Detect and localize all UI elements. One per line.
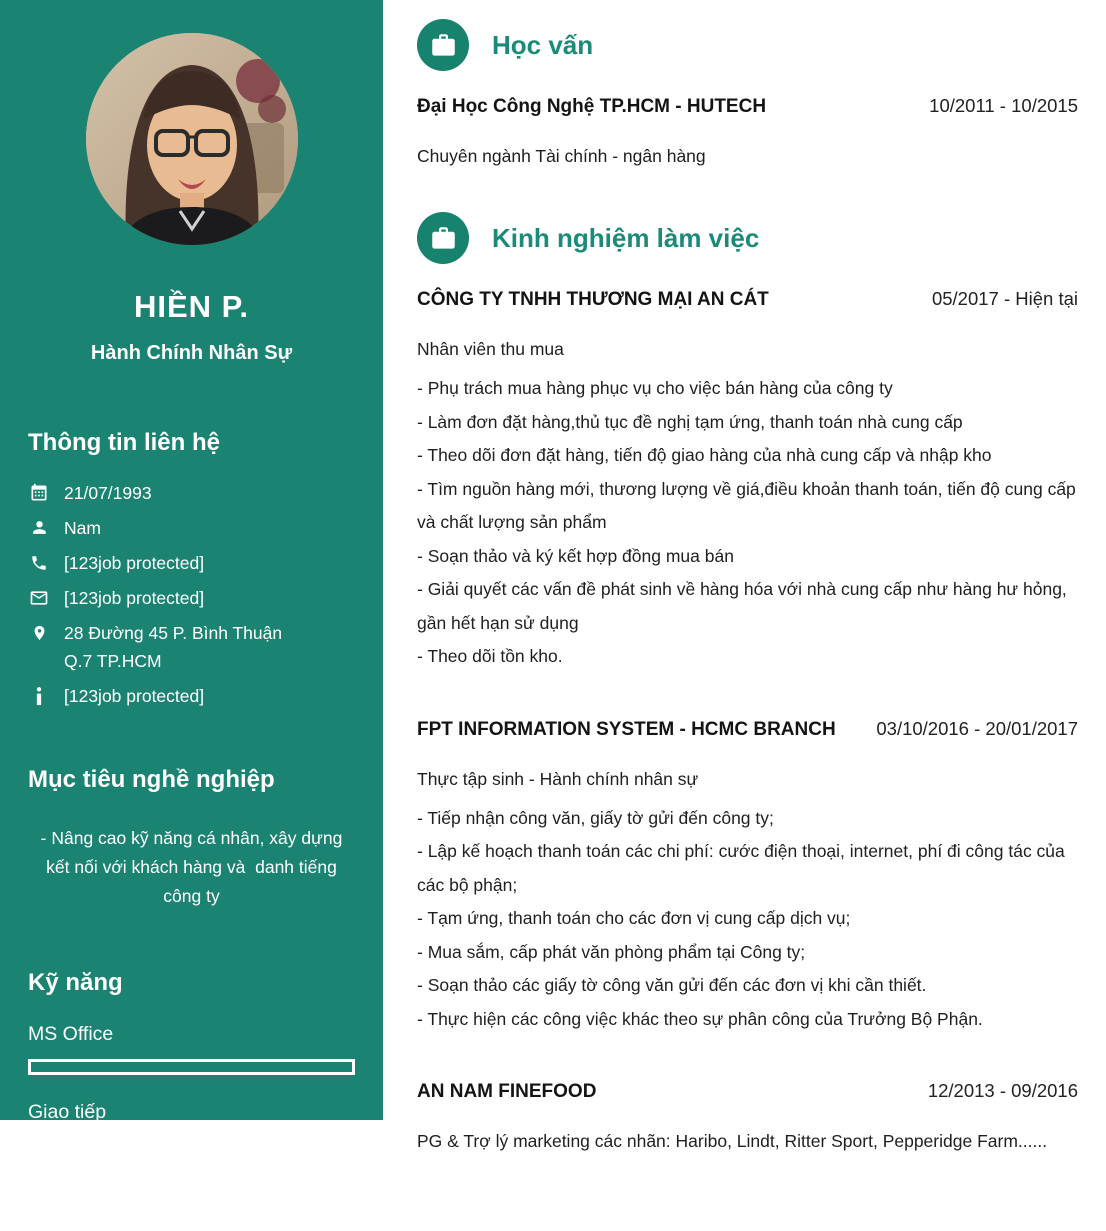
skill-label: MS Office (28, 1022, 114, 1045)
objective-heading: Mục tiêu nghề nghiệp (28, 765, 275, 793)
briefcase-icon (417, 212, 469, 264)
contact-section (0, 429, 383, 710)
location-icon (28, 619, 50, 647)
skills-section (0, 969, 383, 1231)
job-bullets (417, 802, 1078, 1037)
skill-level-bar (28, 1215, 355, 1231)
phone-value: [123job protected] (64, 552, 205, 573)
job-bullet: - Soạn thảo các giấy tờ công văn gửi đến các đơn vị khi cần thiết. (417, 975, 927, 995)
briefcase-icon (417, 19, 469, 71)
job-title: Thực tập sinh - Hành chính nhân sự (417, 768, 699, 789)
education-entry-header (417, 95, 1078, 118)
experience-entry-header (417, 718, 1078, 741)
experience-heading: Kinh nghiệm làm việc (492, 222, 760, 253)
gender-value: Nam (64, 517, 101, 538)
job-bullet: - Thực hiện các công việc khác theo sự phân công của Trưởng Bộ Phận. (417, 1008, 983, 1029)
person-icon (28, 514, 50, 542)
job-bullet: - Tìm nguồn hàng mới, thương lượng về giá,điều khoản thanh toán, tiến độ cung cấp và chất lượng sản phẩm (417, 478, 1076, 532)
other-value: [123job protected] (64, 685, 205, 706)
company-name: CÔNG TY TNHH THƯƠNG MẠI AN CÁT (417, 289, 769, 310)
objective-section (0, 766, 383, 912)
job-bullet: - Tiếp nhận công văn, giấy tờ gửi đến công ty; (417, 807, 774, 828)
job-bullet: - Theo dõi tồn kho. (417, 646, 563, 666)
sidebar (0, 0, 383, 1201)
contact-row-birthday (28, 479, 355, 507)
candidate-title: Hành Chính Nhân Sự (90, 342, 293, 364)
experience-entry (417, 1080, 1078, 1155)
experience-section (417, 212, 1078, 1155)
cv-main-column (383, 0, 1106, 1151)
email-value: [123job protected] (64, 587, 205, 608)
experience-entry-header (417, 288, 1078, 311)
avatar (86, 33, 298, 245)
skills-heading: Kỹ năng (28, 969, 123, 997)
education-dates: 10/2011 - 10/2015 (929, 95, 1078, 116)
skill-item (28, 1023, 355, 1075)
info-icon (28, 682, 50, 710)
job-bullet: - Tạm ứng, thanh toán cho các đơn vị cung cấp dịch vụ; (417, 908, 851, 928)
phone-icon (28, 549, 50, 577)
education-entry (417, 95, 1078, 170)
contact-row-gender (28, 514, 355, 542)
skill-label: Giao tiếp (28, 1100, 107, 1123)
job-bullets (417, 372, 1078, 674)
calendar-icon (28, 479, 50, 507)
birthday-value: 21/07/1993 (64, 482, 152, 503)
skill-item (28, 1101, 355, 1153)
education-section (417, 19, 1078, 170)
job-title: PG & Trợ lý marketing các nhãn: Haribo, Lindt, Ritter Sport, Pepperidge Farm...... (417, 1131, 1048, 1151)
address-value: 28 Đường 45 P. Bình Thuận Q.7 TP.HCM (64, 622, 283, 671)
experience-entry-header (417, 1080, 1078, 1103)
school-name: Đại Học Công Nghệ TP.HCM - HUTECH (417, 96, 767, 117)
contact-list (28, 479, 355, 710)
contact-row-phone (28, 549, 355, 577)
experience-entry (417, 288, 1078, 674)
contact-row-address (28, 619, 355, 675)
company-name: AN NAM FINEFOOD (417, 1081, 597, 1102)
education-section-header (417, 19, 1078, 71)
skill-level-bar (28, 1059, 355, 1075)
email-icon (28, 584, 50, 612)
job-bullet: - Làm đơn đặt hàng,thủ tục đề nghị tạm ứng, thanh toán nhà cung cấp (417, 411, 963, 432)
contact-heading: Thông tin liên hệ (28, 429, 220, 456)
experience-dates: 12/2013 - 09/2016 (927, 1080, 1078, 1101)
profile-photo (86, 33, 298, 245)
job-title: Nhân viên thu mua (417, 339, 564, 359)
contact-row-email (28, 584, 355, 612)
experience-entry (417, 718, 1078, 1037)
contact-row-other (28, 682, 355, 710)
education-major: Chuyên ngành Tài chính - ngân hàng (417, 146, 706, 166)
skill-label: Ngoại ngữ (28, 1178, 120, 1201)
company-name: FPT INFORMATION SYSTEM - HCMC BRANCH (417, 718, 836, 740)
job-bullet: - Soạn thảo và ký kết hợp đồng mua bán (417, 545, 734, 566)
skill-level-bar (28, 1137, 355, 1153)
job-bullet: - Theo dõi đơn đặt hàng, tiến độ giao hàng của nhà cung cấp và nhập kho (417, 445, 992, 465)
job-bullet: - Giải quyết các vấn đề phát sinh về hàng hóa với nhà cung cấp như hàng hư hỏng, gần hết hạn sử dụng (417, 579, 1067, 633)
candidate-name: HIỀN P. (134, 289, 249, 324)
education-heading: Học vấn (492, 29, 594, 60)
experience-dates: 03/10/2016 - 20/01/2017 (876, 717, 1078, 739)
skill-item (28, 1179, 355, 1231)
job-bullet: - Phụ trách mua hàng phục vụ cho việc bán hàng của công ty (417, 378, 893, 398)
job-bullet: - Lập kế hoạch thanh toán các chi phí: cước điện thoại, internet, phí đi công tác của các bộ phận; (417, 841, 1065, 895)
experience-section-header (417, 212, 1078, 264)
job-bullet: - Mua sắm, cấp phát văn phòng phẩm tại Công ty; (417, 941, 806, 962)
objective-text: - Nâng cao kỹ năng cá nhân, xây dựng kết nối với khách hàng và danh tiếng công ty (40, 828, 348, 907)
experience-dates: 05/2017 - Hiện tại (931, 288, 1078, 309)
